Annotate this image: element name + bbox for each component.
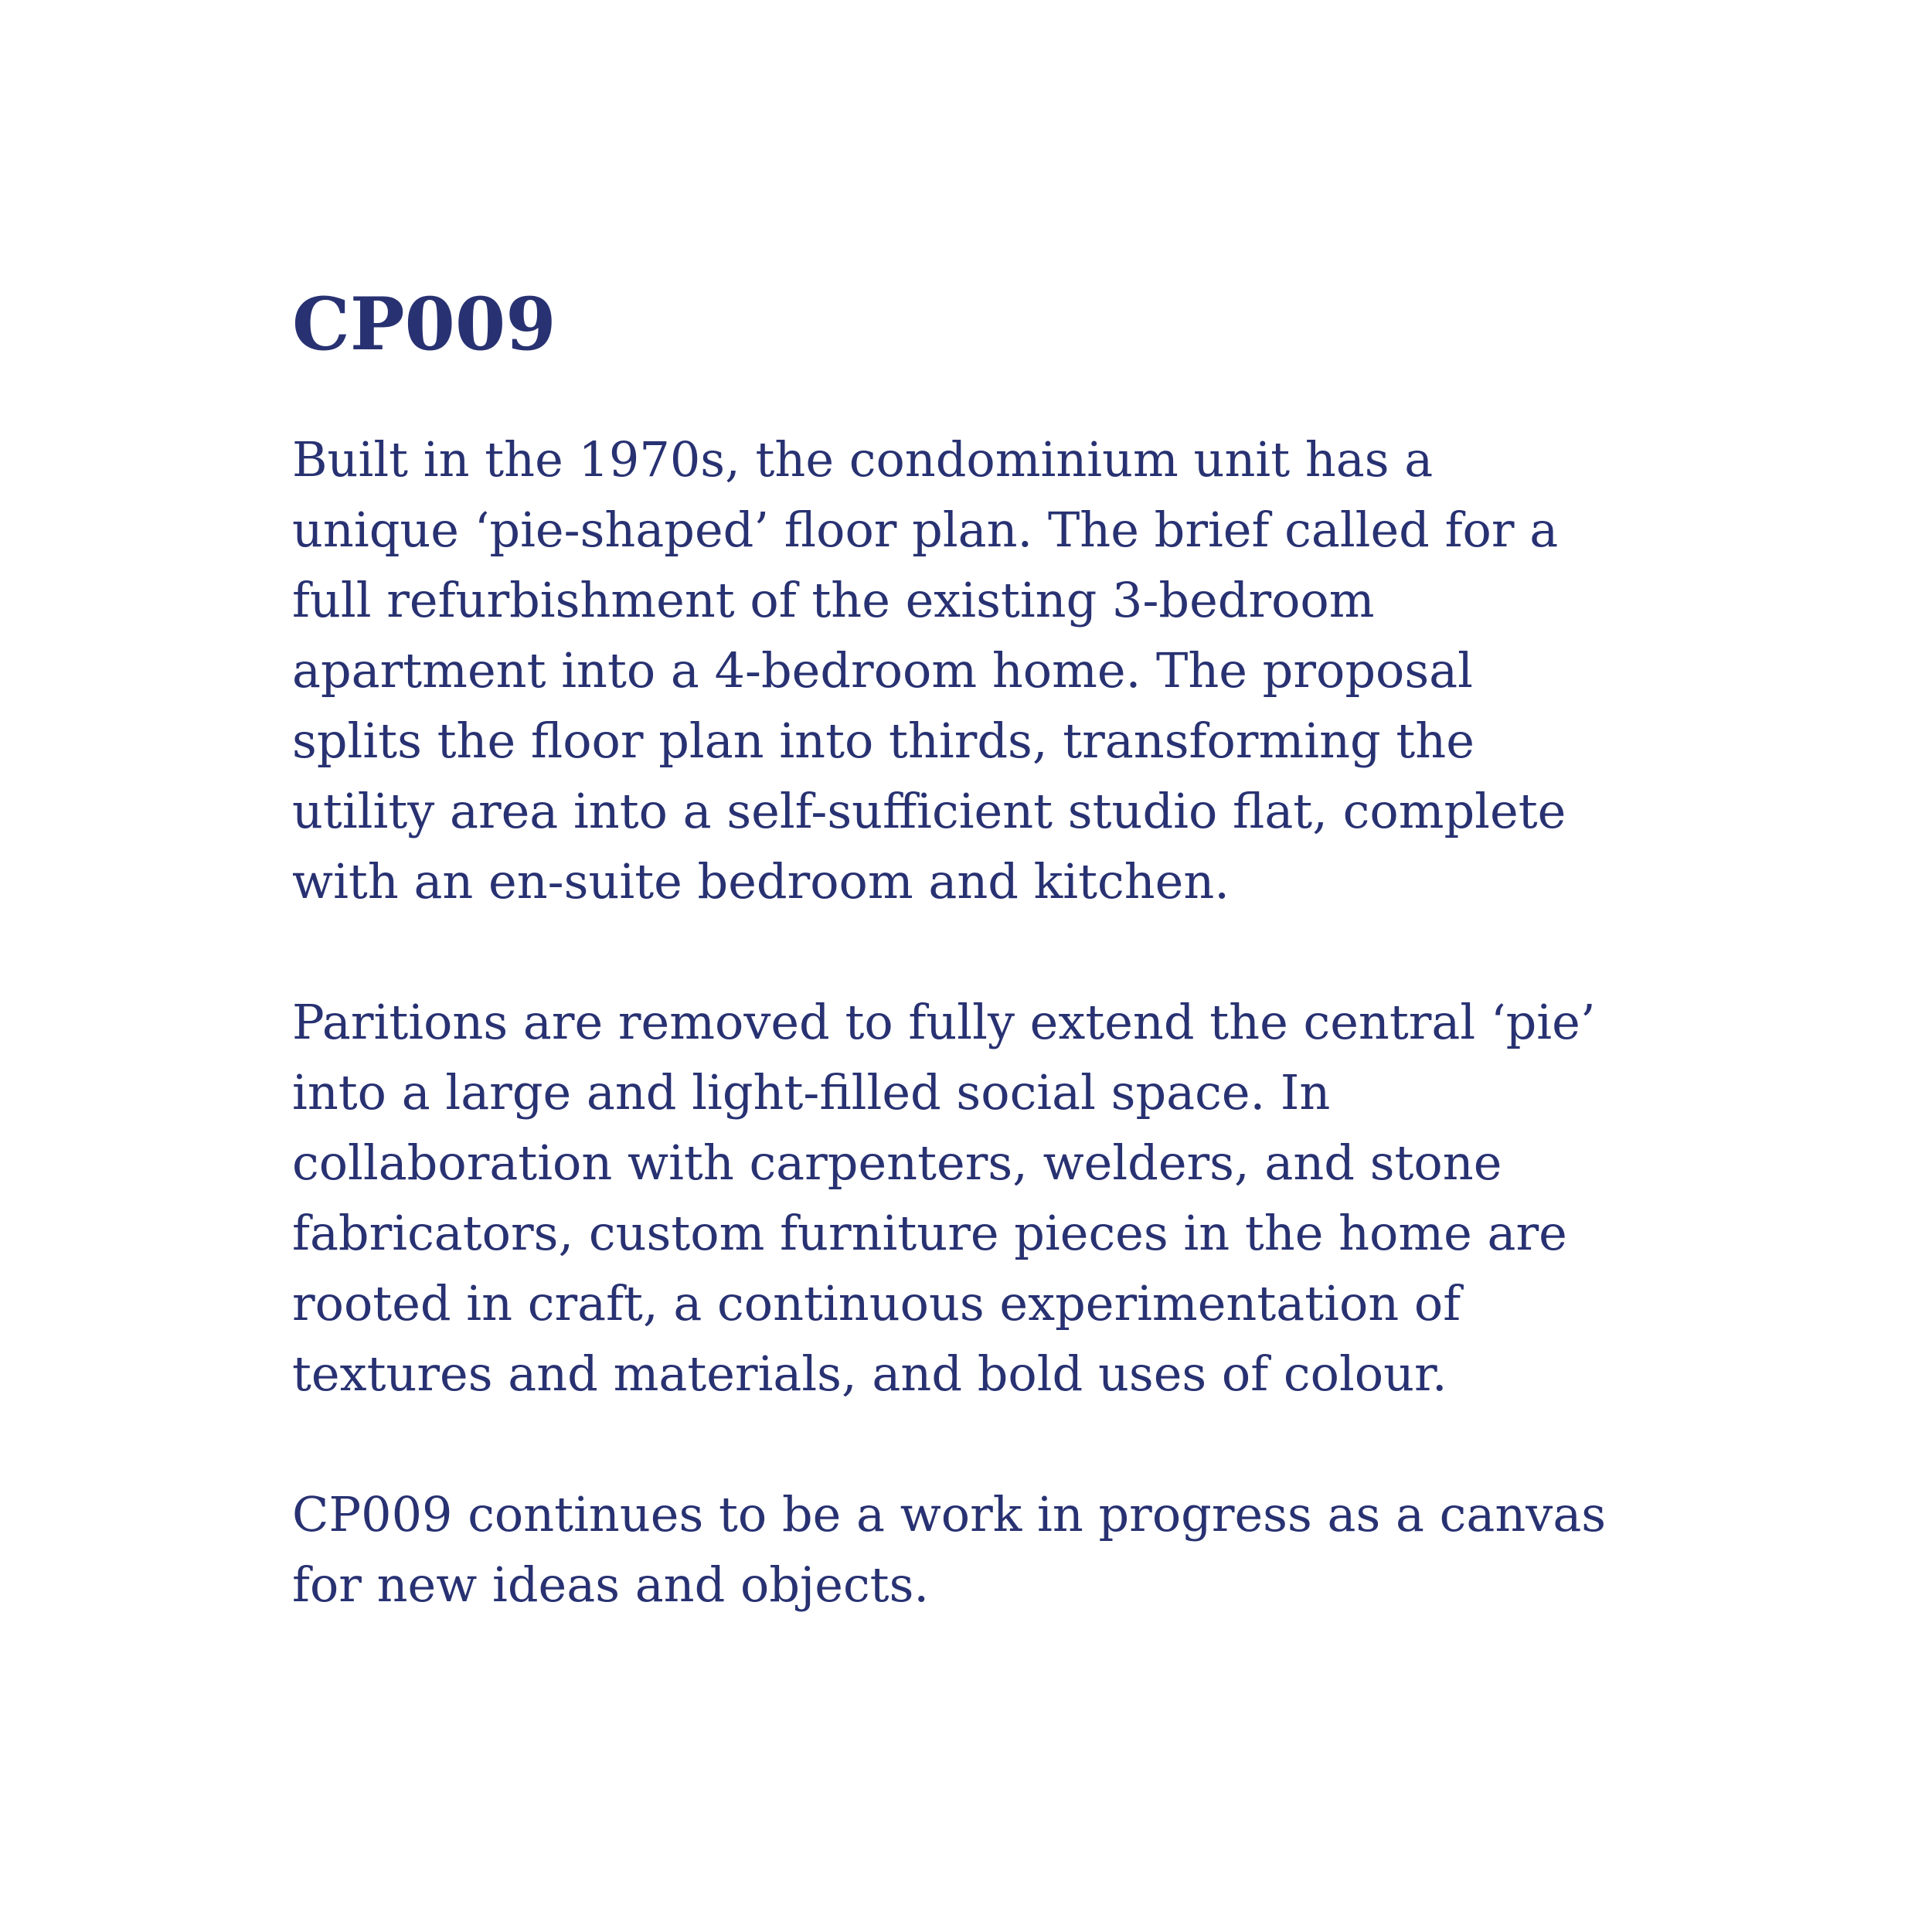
paragraph-line: splits the floor plan into thirds, transforming the bbox=[292, 713, 1475, 769]
paragraph-line: full refurbishment of the existing 3-bedroom bbox=[292, 572, 1375, 628]
paragraph-line: rooted in craft, a continuous experimentation of bbox=[292, 1275, 1461, 1332]
paragraph-line: with an en-suite bedroom and kitchen. bbox=[292, 853, 1230, 910]
paragraph-partitions bbox=[292, 987, 1706, 1409]
paragraph-line: collaboration with carpenters, welders, and stone bbox=[292, 1134, 1502, 1191]
paragraph-line: CP009 continues to be a work in progress as a canvas bbox=[292, 1486, 1607, 1543]
paragraph-line: Paritions are removed to fully extend the central ‘pie’ bbox=[292, 994, 1596, 1050]
paragraph-line: fabricators, custom furniture pieces in the home are bbox=[292, 1205, 1567, 1261]
paragraph-line: textures and materials, and bold uses of colour. bbox=[292, 1345, 1447, 1402]
paragraph-intro bbox=[292, 424, 1706, 917]
page-title: CP009 bbox=[292, 282, 556, 367]
paragraph-line: Built in the 1970s, the condominium unit has a bbox=[292, 431, 1434, 488]
paragraph-line: for new ideas and objects. bbox=[292, 1556, 930, 1613]
paragraph-line: utility area into a self-sufficient studio flat, complete bbox=[292, 783, 1566, 839]
text-block bbox=[292, 282, 1706, 1620]
paragraph-closing bbox=[292, 1479, 1706, 1620]
paragraph-line: apartment into a 4-bedroom home. The proposal bbox=[292, 642, 1473, 699]
paragraph-line: unique ‘pie-shaped’ floor plan. The brief called for a bbox=[292, 502, 1559, 558]
paragraph-line: into a large and light-filled social space. In bbox=[292, 1064, 1331, 1121]
